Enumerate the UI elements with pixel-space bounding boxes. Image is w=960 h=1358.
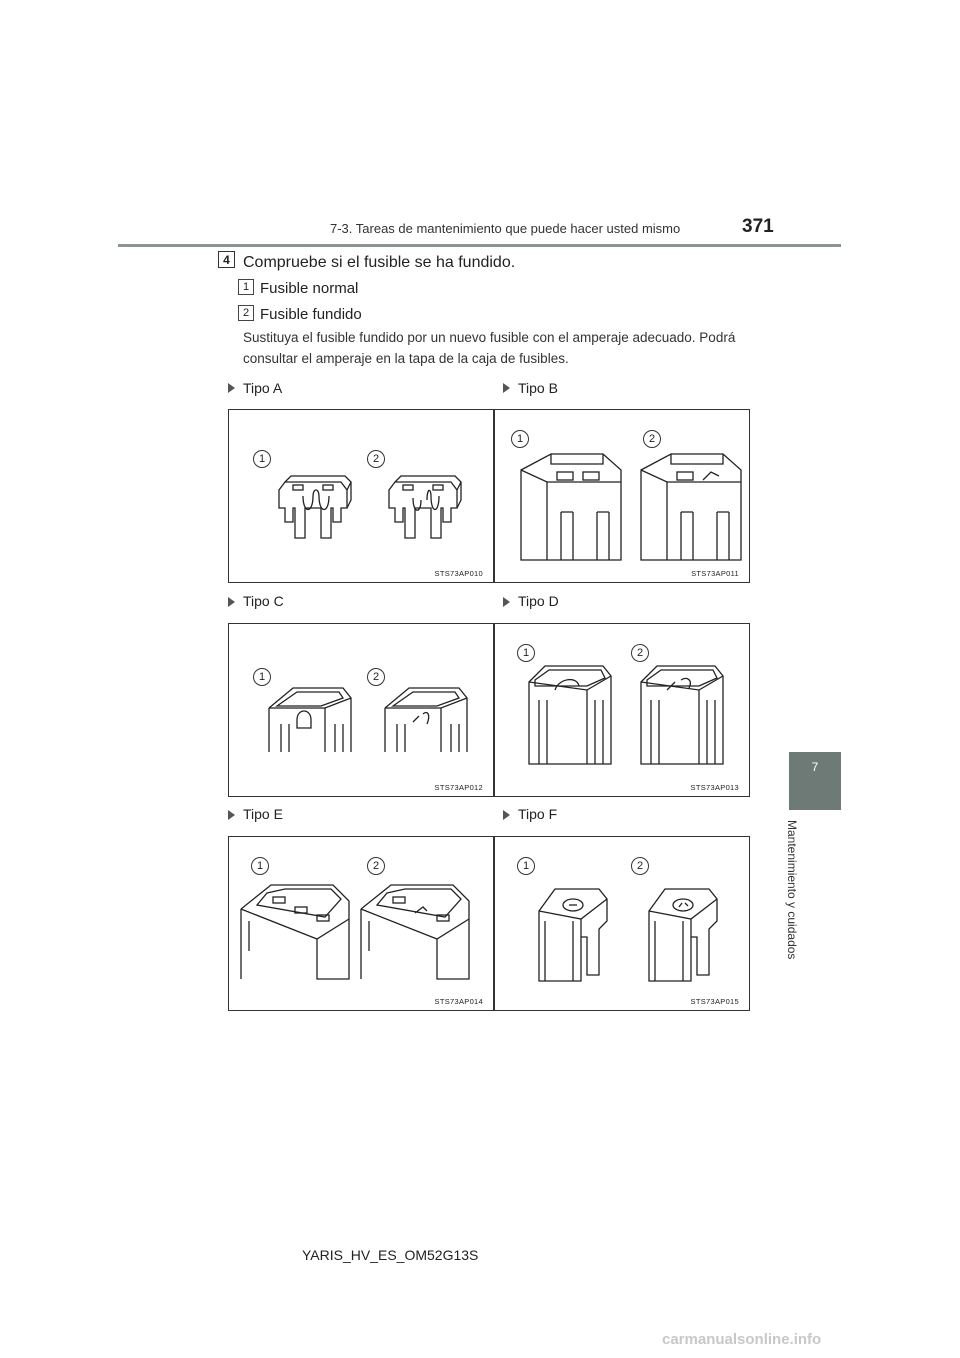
item-label: Fusible fundido [260,306,362,323]
callout-number: 2 [643,430,661,448]
callout-number: 1 [251,857,269,875]
callout-number: 2 [367,450,385,468]
header-rule [118,244,841,247]
figure-code: STS73AP013 [690,783,739,792]
type-label: Tipo A [243,380,283,396]
bullet-triangle-icon [503,810,510,820]
figure-code: STS73AP014 [434,997,483,1006]
type-label: Tipo D [518,593,559,609]
fuse-figure-type-d [494,623,750,797]
fuse-figure-type-f [494,836,750,1011]
callout-number: 1 [517,857,535,875]
bullet-triangle-icon [228,810,235,820]
step-number-box: 4 [218,251,235,268]
callout-number: 2 [367,857,385,875]
chapter-title-text: Mantenimiento y cuidados [785,820,799,960]
figure-code: STS73AP010 [434,569,483,578]
bullet-triangle-icon [228,597,235,607]
fuse-figure-type-a [228,409,494,583]
page-number: 371 [742,216,774,237]
fuse-figure-type-c [228,623,494,797]
item-label: Fusible normal [260,280,359,297]
step-note: Sustituya el fusible fundido por un nuevo fusible con el amperaje adecuado. Podrá consultar el amperaje en la tapa de la caja de fusibles. [243,330,736,366]
section-title: 7-3. Tareas de mantenimiento que puede hacer usted mismo [330,221,681,236]
blade-fuse-illustration [229,410,495,584]
callout-number: 1 [253,668,271,686]
type-label: Tipo E [243,806,283,822]
bullet-triangle-icon [503,597,510,607]
callout-number: 1 [511,430,529,448]
cartridge-fuse-illustration [229,837,495,1012]
callout-number: 1 [253,450,271,468]
cartridge-fuse-illustration [229,624,495,798]
document-code: YARIS_HV_ES_OM52G13S [302,1247,479,1263]
bullet-triangle-icon [228,383,235,393]
bullet-triangle-icon [503,383,510,393]
step-text: Compruebe si el fusible se ha fundido. [243,254,516,271]
type-label: Tipo F [518,806,558,822]
fuse-figure-type-b [494,409,750,583]
callout-number: 1 [517,644,535,662]
figure-code: STS73AP011 [691,569,739,578]
chapter-title [785,820,809,980]
item-number-box: 2 [238,305,254,321]
figure-code: STS73AP012 [434,783,483,792]
cartridge-fuse-illustration [495,410,751,584]
callout-number: 2 [631,644,649,662]
watermark-text: carmanualsonline.info [662,1331,822,1348]
type-label: Tipo C [243,593,284,609]
figure-code: STS73AP015 [690,997,739,1006]
chapter-number: 7 [811,760,819,774]
item-number-box: 1 [238,279,254,295]
type-label: Tipo B [518,380,558,396]
callout-number: 2 [367,668,385,686]
callout-number: 2 [631,857,649,875]
fuse-figure-type-e [228,836,494,1011]
